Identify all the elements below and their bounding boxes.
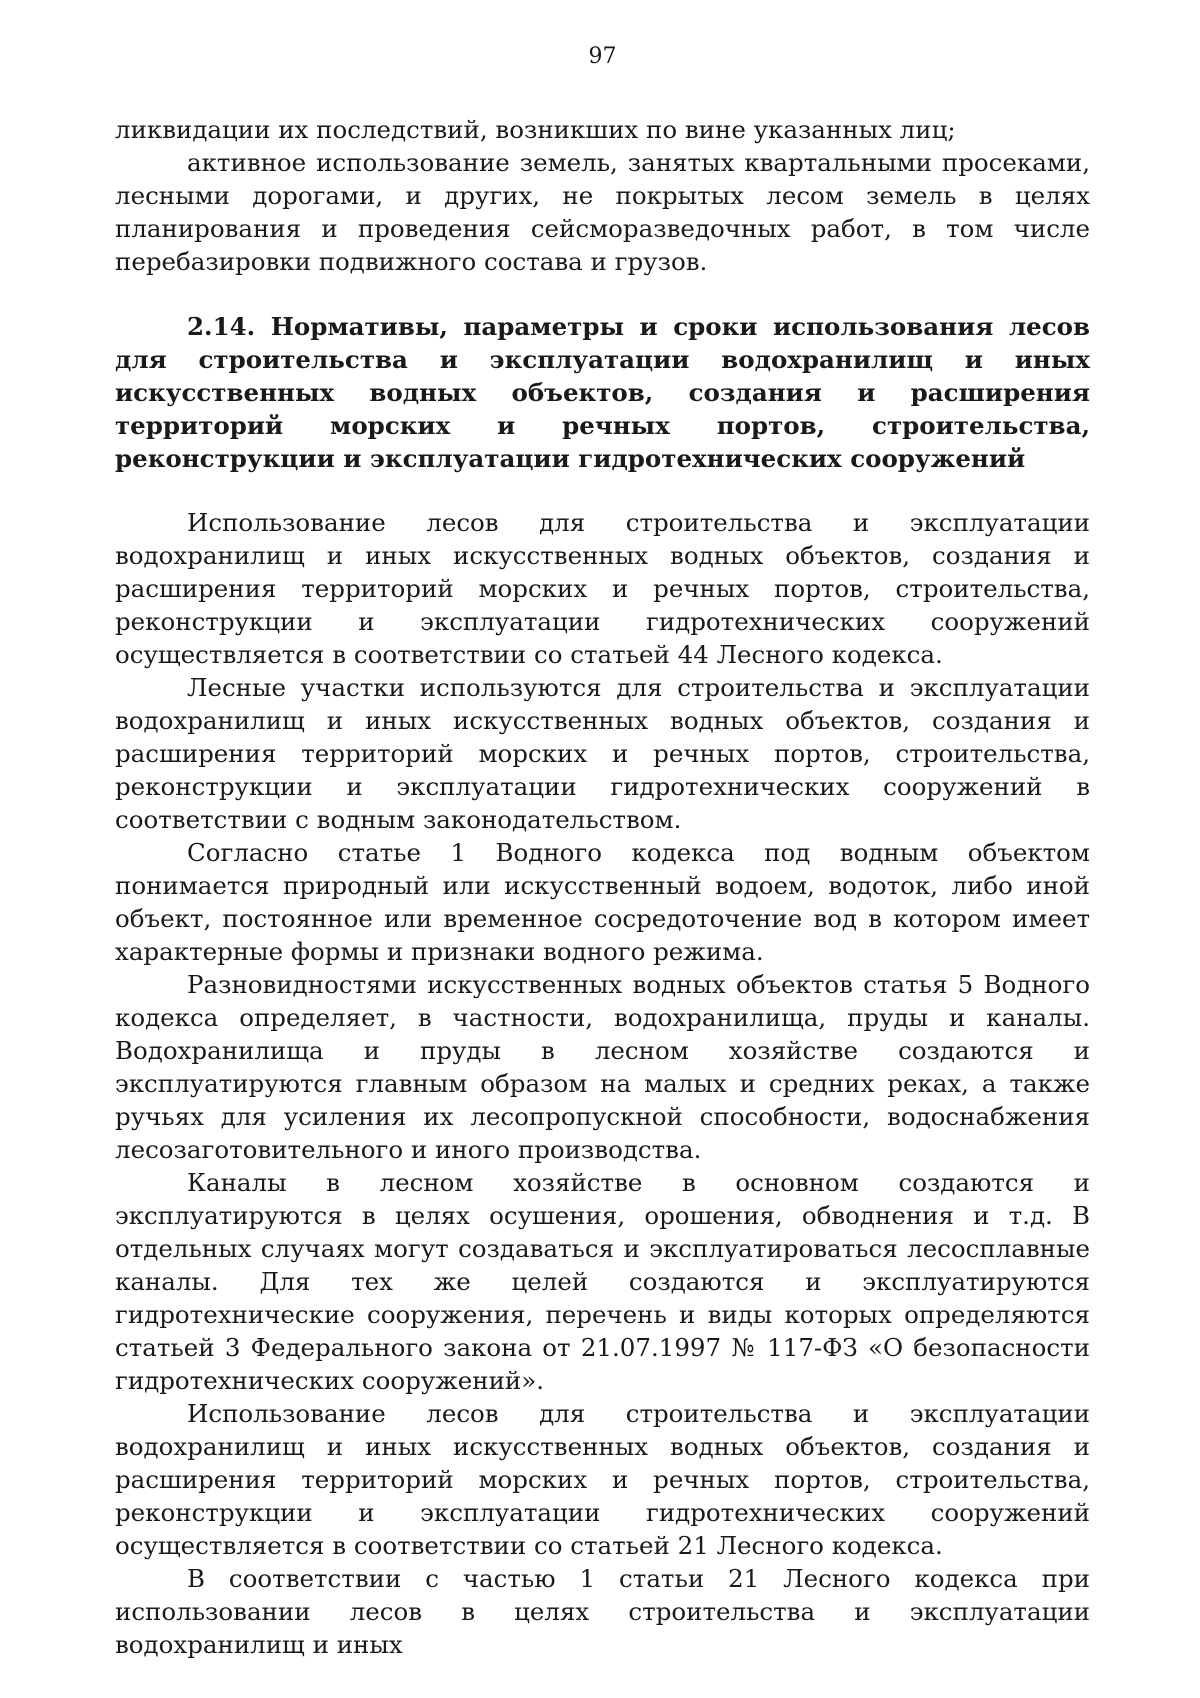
paragraph-continuation: ликвидации их последствий, возникших по вине указанных лиц;: [115, 115, 956, 144]
section-heading-2-14: 2.14. Нормативы, параметры и сроки использования лесов для строительства и эксплуатации водохранилищ и иных искусственных водных объектов, создания и расширения территорий морских и речных портов, строительства, реконструкции и эксплуатации гидротехнических сооружений: [115, 312, 1090, 473]
paragraph-forest-plots-usage: Лесные участки используются для строительства и эксплуатации водохранилищ и иных искусственных водных объектов, создания и расширения территорий морских и речных портов, строительства, реконструкции и эксплуатации гидротехнических сооружений в соответствии с водным законодательством.: [115, 673, 1090, 834]
page-number: 97: [588, 44, 617, 69]
paragraph-article-21-part-1: В соответствии с частью 1 статьи 21 Лесного кодекса при использовании лесов в целях строительства и эксплуатации водохранилищ и иных: [115, 1564, 1090, 1659]
paragraph-seismic-exploration: активное использование земель, занятых квартальными просеками, лесными дорогами, и других, не покрытых лесом земель в целях планирования и проведения сейсморазведочных работ, в том числе перебазировки подвижного состава и грузов.: [115, 148, 1090, 276]
document-body: [115, 113, 1090, 1661]
paragraph-article-44: Использование лесов для строительства и эксплуатации водохранилищ и иных искусственных водных объектов, создания и расширения территорий морских и речных портов, строительства, реконструкции и эксплуатации гидротехнических сооружений осуществляется в соответствии со статьей 44 Лесного кодекса.: [115, 508, 1090, 669]
paragraph-artificial-water-objects: Разновидностями искусственных водных объектов статья 5 Водного кодекса определяет, в частности, водохранилища, пруды и каналы. Водохранилища и пруды в лесном хозяйстве создаются и эксплуатируются главным образом на малых и средних реках, а также ручьях для усиления их лесопропускной способности, водоснабжения лесозаготовительного и иного производства.: [115, 970, 1090, 1164]
paragraph-canals: Каналы в лесном хозяйстве в основном создаются и эксплуатируются в целях осушения, орошения, обводнения и т.д. В отдельных случаях могут создаваться и эксплуатироваться лесосплавные каналы. Для тех же целей создаются и эксплуатируются гидротехнические сооружения, перечень и виды которых определяются статьей 3 Федерального закона от 21.07.1997 № 117-ФЗ «О безопасности гидротехнических сооружений».: [115, 1168, 1090, 1395]
paragraph-article-21: Использование лесов для строительства и эксплуатации водохранилищ и иных искусственных водных объектов, создания и расширения территорий морских и речных портов, строительства, реконструкции и эксплуатации гидротехнических сооружений осуществляется в соответствии со статьей 21 Лесного кодекса.: [115, 1399, 1090, 1560]
paragraph-water-object-definition: Согласно статье 1 Водного кодекса под водным объектом понимается природный или искусственный водоем, водоток, либо иной объект, постоянное или временное сосредоточение вод в котором имеет характерные формы и признаки водного режима.: [115, 838, 1090, 966]
